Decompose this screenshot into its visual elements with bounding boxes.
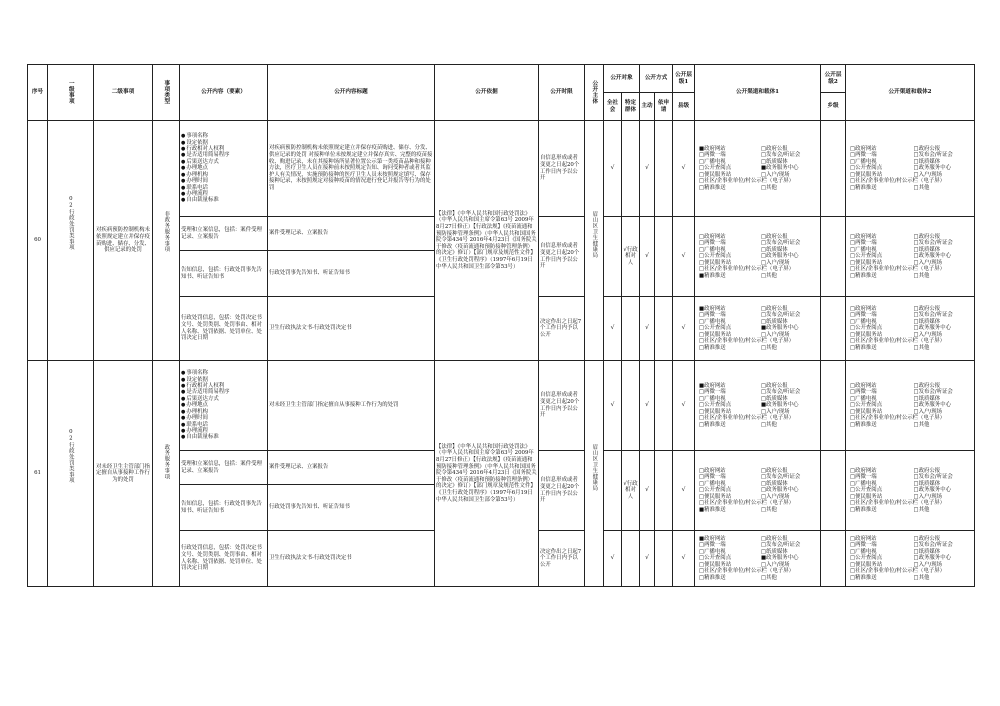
- channel-option: □广播电视: [699, 158, 726, 165]
- channel-option: □便民服务站: [850, 561, 883, 568]
- channel-option: □两微一端: [850, 152, 877, 159]
- header-subject: 公开主体: [585, 65, 604, 121]
- header-basis-title: 公开内容标题: [268, 65, 435, 121]
- header-level1-title: 公开层级1: [673, 65, 695, 93]
- channel-option: ■精准推送: [699, 506, 726, 513]
- row-type: 非政务服务事项: [153, 121, 180, 361]
- sub-title: 行政处罚事先告知书、听证告知书: [268, 251, 435, 297]
- channel-option: □入户/现场: [913, 408, 943, 415]
- channel-option: ■政府网站: [699, 382, 726, 389]
- element-item: ● 办理时间: [181, 415, 266, 421]
- element-item: ● 行政相对人权利: [181, 383, 266, 389]
- method-active-check: √: [640, 451, 655, 531]
- channel-option: □入户/现场: [913, 259, 943, 266]
- target-all-check: √: [604, 121, 622, 217]
- channel-option: □其他: [913, 344, 930, 351]
- channel-option: □广播电视: [699, 246, 726, 253]
- channel-option: □其他: [913, 506, 930, 513]
- level2-empty: [821, 531, 846, 587]
- channel-option: □其他: [761, 421, 777, 428]
- target-specific-check: √行政相对人: [622, 451, 640, 531]
- channel-option: □便民服务站: [699, 171, 732, 178]
- basis-text: 【法律】《中华人民共和国行政处罚法》（中华人民共和国主席令第63号 2009年8月27日修正）【行政法规】《疫苗流通和预防接种管理条例》（中华人民共和国国务院令第434号 2016年4月23日《国务院关于修改〈疫苗流通和预防接种管理条例〉的决定》修订）【部门规章及规范性文件】《卫生行政处罚程序》（1997年6月19日中华人民共和国卫生部令第53号）: [435, 121, 539, 361]
- channel2-cell: [846, 451, 975, 531]
- channel-option: □社区/企事业单位/村公示栏（电子屏）: [699, 415, 795, 422]
- basis-text: 【法律】《中华人民共和国行政处罚法》（中华人民共和国主席令第63号 2009年8月27日修正）【行政法规】《疫苗流通和预防接种管理条例》（中华人民共和国国务院令第434号 2016年4月23日《国务院关于修改〈疫苗流通和预防接种管理条例〉的决定》修订）【部门规章及规范性文件】《卫生行政处罚程序》（1997年6月19日中华人民共和国卫生部令第53号）: [435, 361, 539, 587]
- channel-option: □两微一端: [699, 152, 726, 159]
- row-level1: 02行政处罚类事项: [48, 361, 94, 587]
- header-target: 公开对象: [604, 65, 640, 93]
- channel-option: □发布会/听证会: [761, 474, 801, 481]
- header-target-all: 全社会: [604, 93, 622, 121]
- channel-option: □便民服务站: [699, 561, 732, 568]
- channel-option: ■政府网站: [699, 535, 726, 542]
- channel-option: □纸质媒体: [913, 480, 941, 487]
- channel-option: □公开查阅点: [699, 555, 732, 562]
- method-active-check: √: [640, 531, 655, 587]
- channel-option: □纸质媒体: [761, 480, 788, 487]
- channel-option: ■精准推送: [699, 272, 726, 279]
- channel-option: □政府公报: [761, 233, 788, 240]
- channel-option: □入户/现场: [761, 259, 790, 266]
- channel-option: □公开查阅点: [850, 555, 883, 562]
- channel-option: □政务服务中心: [913, 487, 951, 494]
- channel-option: □政府公报: [761, 535, 788, 542]
- header-target-specific: 特定群体: [622, 93, 640, 121]
- channel-option: □入户/现场: [913, 561, 943, 568]
- channel-option: □便民服务站: [850, 171, 883, 178]
- channel-option: □精准推送: [699, 574, 726, 581]
- channel-option: □发布会/听证会: [761, 542, 801, 549]
- target-specific-empty: [622, 121, 640, 217]
- row-title: 对未经卫生主管部门指定擅自从事接种工作行为的处罚: [268, 361, 435, 451]
- channel-option: □入户/现场: [913, 171, 943, 178]
- channel-option: □其他: [761, 506, 777, 513]
- channel-option: □公开查阅点: [850, 487, 883, 494]
- sub-content: 行政处罚信息，包括：处罚决定书文号、处罚类别、处罚事由、相对人名称、处罚依据、处罚单位、处罚决定日期: [180, 297, 268, 361]
- level2-empty: [821, 297, 846, 361]
- method-request-empty: [655, 451, 673, 531]
- channel-option: □政府网站: [850, 467, 877, 474]
- channel-option: □两微一端: [850, 542, 877, 549]
- channel-option: □入户/现场: [761, 171, 790, 178]
- channel-option: □两微一端: [850, 240, 877, 247]
- channel-option: □两微一端: [850, 312, 877, 319]
- channel-option: □两微一端: [699, 240, 726, 247]
- channel-option: □社区/企事业单位/村公示栏（电子屏）: [699, 568, 795, 575]
- element-item: ● 自由裁量标准: [181, 434, 266, 440]
- header-method: 公开方式: [640, 65, 673, 93]
- channel-option: □政务服务中心: [913, 325, 951, 332]
- channel-option: □政府网站: [850, 305, 877, 312]
- level1-check: √: [673, 451, 695, 531]
- disclosure-table: [27, 64, 975, 587]
- channel-option: □精准推送: [850, 184, 877, 191]
- method-request-empty: [655, 531, 673, 587]
- period-cell: 自信息形成或者变更之日起20个工作日内予以公开: [539, 451, 585, 531]
- channel-option: □广播电视: [699, 548, 726, 555]
- row-title: 对疾病预防控制机构未依照规定建立并保存疫苗购进、储存、分发、供应记录的处罚 对接种单位未按规定建立并保存真实、完整的疫苗接收、购进记录，未在其接种场所显著位置公示第一类疫苗品种和接种方法，医疗卫生人员在接种前未按照规定告知、询问受种者或者其监护人有关情况，实施预防接种的医疗卫生人员未按照规定填写、保存接种记录，未按照规定对接种疫苗的情况进行登记并报告等行为的处罚: [268, 121, 435, 217]
- channel-option: □纸质媒体: [913, 395, 941, 402]
- level2-empty: [821, 361, 846, 451]
- channel-option: □广播电视: [850, 158, 877, 165]
- channel-option: □社区/企事业单位/村公示栏（电子屏）: [850, 415, 946, 422]
- method-active-check: √: [640, 217, 655, 297]
- channel-option: □纸质媒体: [913, 246, 941, 253]
- element-item: ● 办理地点: [181, 165, 266, 171]
- channel-option: □精准推送: [699, 344, 726, 351]
- channel-option: □发布会/听证会: [913, 474, 953, 481]
- channel-option: □其他: [913, 421, 930, 428]
- channel-option: □公开查阅点: [699, 165, 732, 172]
- channel-option: ■政府网站: [699, 145, 726, 152]
- channel-option: □便民服务站: [850, 331, 883, 338]
- sub-content: 告知信息，包括：行政处罚事先告知书、听证告知书: [180, 251, 268, 297]
- sub-title: 案件受理记录、立案报告: [268, 451, 435, 485]
- channel-option: □政府公报: [761, 145, 788, 152]
- header-channel1: 公开渠道和载体1: [695, 65, 821, 121]
- channel-option: □政府公报: [913, 145, 941, 152]
- sub-content: 受理和立案信息，包括：案件受理记录、立案报告: [180, 217, 268, 251]
- target-specific-check: √行政相对人: [622, 217, 640, 297]
- channel-option: □两微一端: [699, 389, 726, 396]
- sub-title: 卫生行政执法文书-行政处罚决定书: [268, 531, 435, 587]
- channel-option: □便民服务站: [699, 331, 732, 338]
- channel-option: □入户/现场: [761, 408, 790, 415]
- row-type: 政务服务事项: [153, 361, 180, 587]
- channel-option: □其他: [913, 574, 930, 581]
- channel-option: □入户/现场: [913, 331, 943, 338]
- channel-option: □政府网站: [699, 233, 726, 240]
- element-item: ● 设定依据: [181, 140, 266, 146]
- channel-option: □公开查阅点: [699, 325, 732, 332]
- channel-option: □入户/现场: [761, 331, 790, 338]
- channel-option: □两微一端: [850, 389, 877, 396]
- channel-option: □广播电视: [699, 318, 726, 325]
- channel-option: □广播电视: [850, 480, 877, 487]
- element-item: ● 事项名称: [181, 133, 266, 139]
- target-all-empty: [604, 451, 622, 531]
- channel-option: □两微一端: [699, 312, 726, 319]
- sub-content: 行政处罚信息，包括：处罚决定书文号、处罚类别、处罚事由、相对人名称、处罚依据、处罚单位、处罚决定日期: [180, 531, 268, 587]
- channel-option: □社区/企事业单位/村公示栏（电子屏）: [699, 266, 795, 273]
- channel-option: □其他: [913, 184, 930, 191]
- period-cell: 自信息形成或者变更之日起20个工作日内予以公开: [539, 217, 585, 297]
- channel-option: □发布会/听证会: [913, 389, 953, 396]
- header-period: 公开时限: [539, 65, 585, 121]
- channel-option: □政务服务中心: [761, 253, 799, 260]
- channel-option: □政府公报: [761, 382, 788, 389]
- channel-option: □发布会/听证会: [761, 312, 801, 319]
- subject-cell: 眉山区卫生健康局: [585, 361, 604, 587]
- channel-option: □便民服务站: [699, 259, 732, 266]
- channel-option: □纸质媒体: [913, 318, 941, 325]
- header-type: 事项类型: [153, 65, 180, 121]
- level2-empty: [821, 121, 846, 217]
- element-item: ● 是否适用简易程序: [181, 152, 266, 158]
- row-level2: 对未经卫生主管部门指定擅自从事接种工作行为的处罚: [94, 361, 153, 587]
- target-specific-empty: [622, 361, 640, 451]
- period-cell: 决定作出之日起7个工作日内予以公开: [539, 297, 585, 361]
- header-method-active: 主动: [640, 93, 655, 121]
- channel-option: □政务服务中心: [913, 402, 951, 409]
- channel-option: □发布会/听证会: [761, 152, 801, 159]
- channel1-cell: [695, 531, 821, 587]
- channel-option: □纸质媒体: [761, 158, 788, 165]
- element-item: ● 自由裁量标准: [181, 197, 266, 203]
- element-item: ● 办理机构: [181, 409, 266, 415]
- channel-option: □其他: [761, 184, 777, 191]
- header-channel2: 公开渠道和载体2: [846, 65, 975, 121]
- method-active-check: √: [640, 361, 655, 451]
- channel1-cell: [695, 121, 821, 217]
- element-item: ● 办理地点: [181, 402, 266, 408]
- channel-option: □精准推送: [699, 184, 726, 191]
- channel1-cell: [695, 297, 821, 361]
- channel-option: □其他: [761, 574, 777, 581]
- channel1-cell: [695, 451, 821, 531]
- channel-option: □两微一端: [850, 474, 877, 481]
- element-item: ● 后果送达方式: [181, 396, 266, 402]
- channel1-cell: [695, 217, 821, 297]
- channel-option: □政府公报: [913, 382, 941, 389]
- channel-option: □广播电视: [850, 395, 877, 402]
- channel-option: ■政务服务中心: [761, 402, 799, 409]
- channel-option: □发布会/听证会: [913, 152, 953, 159]
- channel-option: □政务服务中心: [913, 555, 951, 562]
- channel-option: □其他: [913, 272, 930, 279]
- channel-option: □社区/企事业单位/村公示栏（电子屏）: [850, 266, 946, 273]
- method-request-empty: [655, 297, 673, 361]
- element-item: ● 是否适用简易程序: [181, 389, 266, 395]
- level2-empty: [821, 217, 846, 297]
- header-basis: 公开依据: [435, 65, 539, 121]
- channel-option: □广播电视: [850, 318, 877, 325]
- elements-list: [180, 361, 268, 451]
- channel-option: □纸质媒体: [761, 548, 788, 555]
- channel-option: □入户/现场: [761, 561, 790, 568]
- channel1-cell: [695, 361, 821, 451]
- header-level1: 一级事项: [48, 65, 94, 121]
- channel-option: □政府公报: [913, 305, 941, 312]
- row-seq: 61: [28, 361, 48, 587]
- sub-content: 受理和立案信息，包括：案件受理记录、立案报告: [180, 451, 268, 485]
- row-level2: 对疾病预防控制机构未依照规定建立并保存疫苗购进、储存、分发、供应记录的处罚: [94, 121, 153, 361]
- channel-option: ■政务服务中心: [761, 165, 799, 172]
- level1-check: √: [673, 297, 695, 361]
- channel2-cell: [846, 297, 975, 361]
- channel-option: □政务服务中心: [913, 165, 951, 172]
- channel-option: □两微一端: [699, 474, 726, 481]
- channel-option: □发布会/听证会: [913, 312, 953, 319]
- channel-option: □广播电视: [850, 246, 877, 253]
- target-specific-empty: [622, 297, 640, 361]
- channel-option: □广播电视: [699, 480, 726, 487]
- row-seq: 60: [28, 121, 48, 361]
- channel-option: □政府公报: [761, 305, 788, 312]
- channel-option: □社区/企事业单位/村公示栏（电子屏）: [850, 500, 946, 507]
- channel-option: □精准推送: [850, 574, 877, 581]
- channel-option: □社区/企事业单位/村公示栏（电子屏）: [699, 178, 795, 185]
- channel-option: □社区/企事业单位/村公示栏（电子屏）: [850, 338, 946, 345]
- target-all-check: √: [604, 297, 622, 361]
- element-item: ● 办理机构: [181, 172, 266, 178]
- header-level2-title: 公开层级2: [821, 65, 846, 93]
- sub-content: 告知信息，包括：行政处罚事先告知书、听证告知书: [180, 485, 268, 531]
- channel-option: □政府公报: [913, 467, 941, 474]
- channel-option: □政府网站: [850, 382, 877, 389]
- channel-option: □精准推送: [850, 344, 877, 351]
- element-item: ● 行政相对人权利: [181, 146, 266, 152]
- sub-title: 卫生行政执法文书-行政处罚决定书: [268, 297, 435, 361]
- element-item: ● 设定依据: [181, 377, 266, 383]
- channel-option: □政府公报: [913, 535, 941, 542]
- elements-list: [180, 121, 268, 217]
- header-level2: 二级事项: [94, 65, 153, 121]
- header-level2-sub: 乡级: [821, 93, 846, 121]
- header-seq: 序号: [28, 65, 48, 121]
- channel-option: □其他: [761, 272, 777, 279]
- channel-option: □政府网站: [699, 467, 726, 474]
- target-specific-empty: [622, 531, 640, 587]
- channel-option: □发布会/听证会: [761, 240, 801, 247]
- sub-title: 案件受理记录、立案报告: [268, 217, 435, 251]
- channel-option: □公开查阅点: [699, 487, 732, 494]
- method-request-empty: [655, 121, 673, 217]
- channel-option: □社区/企事业单位/村公示栏（电子屏）: [850, 178, 946, 185]
- level1-check: √: [673, 531, 695, 587]
- channel-option: □广播电视: [699, 395, 726, 402]
- channel-option: □公开查阅点: [850, 165, 883, 172]
- channel-option: □社区/企事业单位/村公示栏（电子屏）: [699, 338, 795, 345]
- channel-option: □社区/企事业单位/村公示栏（电子屏）: [850, 568, 946, 575]
- period-cell: 决定作出之日起7个工作日内予以公开: [539, 531, 585, 587]
- channel-option: □公开查阅点: [699, 253, 732, 260]
- channel-option: □政务服务中心: [761, 487, 799, 494]
- channel-option: □纸质媒体: [761, 395, 788, 402]
- level1-check: √: [673, 121, 695, 217]
- method-request-empty: [655, 217, 673, 297]
- channel-option: □纸质媒体: [913, 548, 941, 555]
- channel2-cell: [846, 121, 975, 217]
- method-request-empty: [655, 361, 673, 451]
- element-item: ● 联系电话: [181, 422, 266, 428]
- element-item: ● 办理流程: [181, 191, 266, 197]
- channel-option: ■政务服务中心: [761, 325, 799, 332]
- element-item: ● 办理流程: [181, 428, 266, 434]
- sub-title: 行政处罚事先告知书、听证告知书: [268, 485, 435, 531]
- element-item: ● 后果送达方式: [181, 159, 266, 165]
- channel2-cell: [846, 531, 975, 587]
- channel-option: □便民服务站: [699, 408, 732, 415]
- method-active-check: √: [640, 121, 655, 217]
- public-disclosure-table-sheet: [27, 64, 974, 587]
- target-all-check: √: [604, 531, 622, 587]
- channel-option: □精准推送: [850, 272, 877, 279]
- header-method-request: 依申请: [655, 93, 673, 121]
- channel-option: □广播电视: [850, 548, 877, 555]
- channel-option: □政府网站: [850, 535, 877, 542]
- header-level1-sub: 县级: [673, 93, 695, 121]
- element-item: ● 办理时间: [181, 178, 266, 184]
- channel-option: □政府网站: [850, 233, 877, 240]
- channel-option: □公开查阅点: [850, 325, 883, 332]
- channel-option: ■政府网站: [699, 305, 726, 312]
- channel2-cell: [846, 217, 975, 297]
- period-cell: 自信息形成或者变更之日起20个工作日内予以公开: [539, 121, 585, 217]
- channel-option: □政务服务中心: [913, 253, 951, 260]
- channel-option: □社区/企事业单位/村公示栏（电子屏）: [699, 500, 795, 507]
- row-level1: 02行政处罚类事项: [48, 121, 94, 361]
- channel-option: □政府网站: [850, 145, 877, 152]
- channel-option: □政府公报: [761, 467, 788, 474]
- level1-check: √: [673, 361, 695, 451]
- subject-cell: 眉山区卫生健康局: [585, 121, 604, 361]
- element-item: ● 联系电话: [181, 185, 266, 191]
- channel-option: □便民服务站: [699, 493, 732, 500]
- channel-option: □发布会/听证会: [761, 389, 801, 396]
- level1-check: √: [673, 217, 695, 297]
- channel-option: □公开查阅点: [850, 402, 883, 409]
- channel2-cell: [846, 361, 975, 451]
- channel-option: □精准推送: [850, 421, 877, 428]
- period-cell: 自信息形成或者变更之日起20个工作日内予以公开: [539, 361, 585, 451]
- target-all-empty: [604, 217, 622, 297]
- channel-option: □纸质媒体: [761, 318, 788, 325]
- channel-option: □便民服务站: [850, 259, 883, 266]
- channel-option: □公开查阅点: [850, 253, 883, 260]
- channel-option: □纸质媒体: [913, 158, 941, 165]
- method-active-check: √: [640, 297, 655, 361]
- element-item: ● 事项名称: [181, 370, 266, 376]
- target-all-check: √: [604, 361, 622, 451]
- channel-option: □发布会/听证会: [913, 240, 953, 247]
- channel-option: □精准推送: [699, 421, 726, 428]
- channel-option: □发布会/听证会: [913, 542, 953, 549]
- channel-option: □便民服务站: [850, 493, 883, 500]
- channel-option: □精准推送: [850, 506, 877, 513]
- channel-option: □入户/现场: [761, 493, 790, 500]
- channel-option: □便民服务站: [850, 408, 883, 415]
- header-content: 公开内容（要素）: [180, 65, 268, 121]
- channel-option: □政府公报: [913, 233, 941, 240]
- channel-option: □入户/现场: [913, 493, 943, 500]
- channel-option: □其他: [761, 344, 777, 351]
- channel-option: □两微一端: [699, 542, 726, 549]
- channel-option: ■政务服务中心: [761, 555, 799, 562]
- channel-option: □纸质媒体: [761, 246, 788, 253]
- channel-option: □公开查阅点: [699, 402, 732, 409]
- level2-empty: [821, 451, 846, 531]
